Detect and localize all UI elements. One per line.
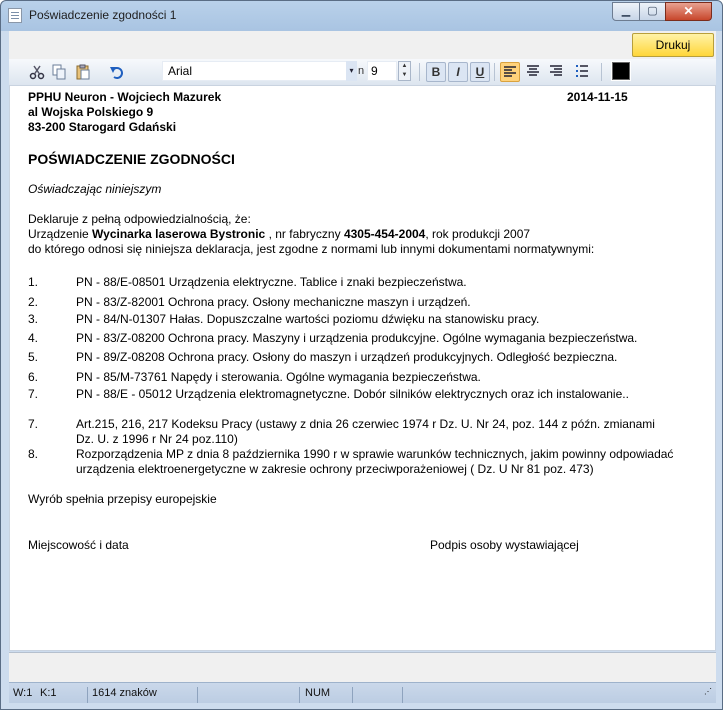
chevron-down-icon[interactable]: ▾ bbox=[346, 61, 357, 81]
status-line: W:1 bbox=[13, 687, 33, 699]
list-item-number: 2. bbox=[28, 295, 39, 309]
regulation-line2: urządzenia elektroenergetyczne w zakresie ochrony przeciwporażeniowej ( Dz. U Nr 81 poz. 473) bbox=[76, 462, 594, 476]
bold-button[interactable]: B bbox=[426, 62, 446, 82]
company-street: al Wojska Polskiego 9 bbox=[28, 105, 154, 119]
list-item: PN - 88/E - 05012 Urządzenia elektromagnetyczne. Dobór silników elektrycznych oraz ich instalowanie.. bbox=[76, 387, 629, 401]
status-divider bbox=[299, 687, 300, 703]
minimize-button[interactable]: ▁ bbox=[612, 2, 640, 21]
status-char-count: 1614 znaków bbox=[92, 687, 157, 699]
close-button[interactable]: ✕ bbox=[665, 2, 712, 21]
format-toolbar bbox=[9, 59, 716, 86]
paste-icon bbox=[75, 64, 91, 80]
status-divider bbox=[352, 687, 353, 703]
labor-code-line1: Art.215, 216, 217 Kodeksu Pracy (ustawy z dnia 26 czerwiec 1974 r Dz. U. Nr 24, poz. 144 z późn. zmianami bbox=[76, 417, 655, 431]
conformity-text: do którego odnosi się niniejsza deklaracja, jest zgodne z normami lub innymi dokumentami normatywnymi: bbox=[28, 242, 595, 256]
align-left-button[interactable] bbox=[500, 62, 520, 82]
font-size-label: n bbox=[358, 65, 365, 77]
maximize-button[interactable]: ▢ bbox=[639, 2, 666, 21]
device-name: Wycinarka laserowa Bystronic bbox=[92, 227, 266, 241]
list-item-number: 8. bbox=[28, 447, 39, 461]
bullet-list-button[interactable] bbox=[572, 62, 592, 82]
print-button[interactable]: Drukuj bbox=[632, 33, 714, 57]
resize-grip-icon[interactable]: ⋰ bbox=[704, 687, 712, 696]
copy-icon bbox=[51, 64, 67, 80]
list-item-number: 7. bbox=[28, 417, 39, 431]
title-bar[interactable] bbox=[1, 1, 722, 31]
align-left-icon bbox=[503, 65, 517, 79]
device-mid: , nr fabryczny bbox=[265, 227, 344, 241]
align-center-button[interactable] bbox=[523, 62, 543, 82]
status-bar bbox=[9, 682, 716, 703]
toolbar-divider bbox=[494, 63, 495, 81]
cut-button[interactable] bbox=[27, 62, 47, 82]
document-editor[interactable] bbox=[9, 85, 716, 651]
serial-number: 4305-454-2004 bbox=[343, 227, 426, 241]
toolbar-divider bbox=[419, 63, 420, 81]
device-line bbox=[28, 227, 530, 241]
list-item: PN - 89/Z-08208 Ochrona pracy. Osłony do maszyn i urządzeń produkcyjnych. Odległość bezpieczna. bbox=[76, 350, 618, 364]
window-title: Poświadczenie zgodności 1 bbox=[29, 8, 177, 22]
place-date-label: Miejscowość i data bbox=[28, 538, 129, 552]
align-right-icon bbox=[549, 64, 563, 78]
paste-button[interactable] bbox=[73, 62, 93, 82]
copy-button[interactable] bbox=[49, 62, 69, 82]
status-column: K:1 bbox=[40, 687, 57, 699]
action-bar bbox=[9, 31, 716, 60]
underline-button[interactable]: U bbox=[470, 62, 490, 82]
device-prefix: Urządzenie bbox=[28, 227, 93, 241]
compliance-text: Wyrób spełnia przepisy europejskie bbox=[28, 492, 217, 506]
list-item: PN - 85/M-73761 Napędy i sterowania. Ogólne wymagania bezpieczeństwa. bbox=[76, 370, 481, 384]
list-item: PN - 83/Z-08200 Ochrona pracy. Maszyny i urządzenia produkcyjne. Ogólne wymagania bezpieczeństwa. bbox=[76, 331, 638, 345]
text-color-button[interactable] bbox=[612, 62, 630, 80]
document-date: 2014-11-15 bbox=[567, 90, 628, 104]
list-item-number: 3. bbox=[28, 312, 39, 326]
device-suffix: , rok produkcji 2007 bbox=[425, 227, 531, 241]
status-divider bbox=[87, 687, 88, 703]
list-item-number: 7. bbox=[28, 387, 39, 401]
bottom-panel bbox=[9, 652, 716, 683]
list-item: PN - 84/N-01307 Hałas. Dopuszczalne wartości poziomu dźwięku na stanowisku pracy. bbox=[76, 312, 540, 326]
font-size-input[interactable]: 9 bbox=[367, 61, 397, 81]
align-right-button[interactable] bbox=[546, 62, 566, 82]
align-center-icon bbox=[526, 64, 540, 78]
regulation-line1: Rozporządzenia MP z dnia 8 października 1990 r w sprawie warunków technicznych, jakim powinny odpowiadać bbox=[76, 447, 674, 461]
undo-button[interactable] bbox=[107, 62, 127, 82]
list-item-number: 5. bbox=[28, 350, 39, 364]
list-item: PN - 83/Z-82001 Ochrona pracy. Osłony mechaniczne maszyn i urządzeń. bbox=[76, 295, 471, 309]
list-item-number: 1. bbox=[28, 275, 39, 289]
status-divider bbox=[402, 687, 403, 703]
document-heading: POŚWIADCZENIE ZGODNOŚCI bbox=[28, 151, 235, 167]
status-num-lock: NUM bbox=[305, 687, 331, 699]
intro-text: Oświadczając niniejszym bbox=[28, 182, 162, 196]
signature-label: Podpis osoby wystawiającej bbox=[430, 538, 579, 552]
declaration-text: Deklaruje z pełną odpowiedzialnością, że: bbox=[28, 212, 251, 226]
toolbar-divider bbox=[601, 63, 602, 81]
scissors-icon bbox=[29, 64, 45, 80]
company-name: PPHU Neuron - Wojciech Mazurek bbox=[28, 90, 222, 104]
labor-code-line2: Dz. U. z 1996 r Nr 24 poz.110) bbox=[76, 432, 238, 446]
list-item: PN - 88/E-08501 Urządzenia elektryczne. Tablice i znaki bezpieczeństwa. bbox=[76, 275, 467, 289]
undo-icon bbox=[109, 64, 125, 80]
list-item-number: 4. bbox=[28, 331, 39, 345]
list-item-number: 6. bbox=[28, 370, 39, 384]
font-size-spinner[interactable]: ▲ ▼ bbox=[398, 61, 411, 81]
document-icon bbox=[8, 8, 22, 23]
company-city: 83-200 Starogard Gdański bbox=[28, 120, 177, 134]
font-name-select[interactable]: Arial bbox=[162, 61, 357, 81]
bullet-list-icon bbox=[575, 64, 589, 78]
status-divider bbox=[197, 687, 198, 703]
italic-button[interactable]: I bbox=[448, 62, 468, 82]
